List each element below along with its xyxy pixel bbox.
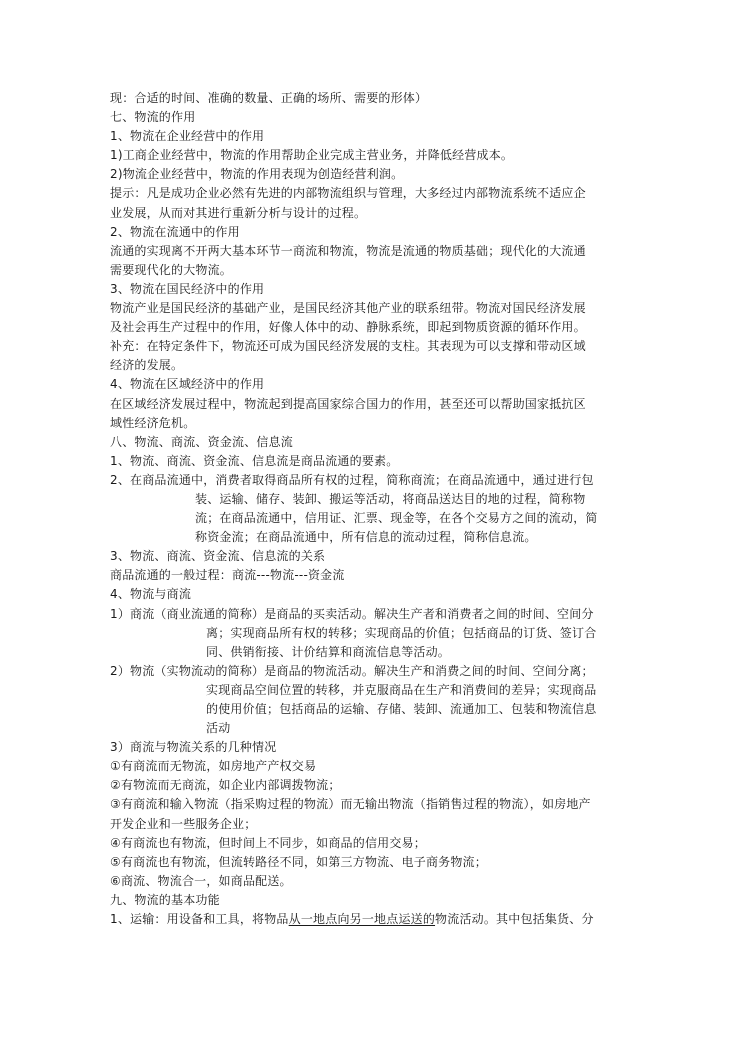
item-continuation: 称资金流；在商品流通中，所有信息的流动过程，简称信息流。 — [195, 530, 537, 545]
subheading: 2、物流在流通中的作用 — [110, 224, 240, 239]
list-item: ①有商流而无物流，如房地产产权交易 — [110, 759, 317, 774]
text-line-transport — [110, 910, 632, 929]
subheading: 4、物流与商流 — [110, 587, 192, 602]
text-line: 商品流通的一般过程：商流---物流---资金流 — [110, 568, 345, 583]
text-line: 经济的发展。 — [110, 358, 184, 373]
text-line: 1)工商企业经营中，物流的作用帮助企业完成主营业务，并降低经营成本。 — [110, 148, 514, 163]
item-continuation: 活动 — [206, 721, 231, 736]
subheading: 3、物流、商流、资金流、信息流的关系 — [110, 549, 326, 564]
item-continuation: 实现商品空间位置的转移，并克服商品在生产和消费间的差异；实现商品 — [206, 682, 597, 697]
text-line: 1、物流、商流、资金流、信息流是商品流通的要素。 — [110, 453, 399, 468]
text-line: 需要现代化的大物流。 — [110, 262, 233, 277]
underlined-text: 从一地点向另一地点运送的 — [288, 912, 436, 927]
item-commercial-flow — [110, 605, 632, 662]
text-line: 开发企业和一些服务企业； — [110, 816, 257, 831]
text-segment: 1、运输：用设备和工具，将物品 — [110, 912, 289, 927]
list-item: ⑤有商流也有物流，但流转路径不同，如第三方物流、电子商务物流； — [110, 854, 487, 869]
list-item: ③有商流和输入物流（指采购过程的物流）而无输出物流（指销售过程的物流），如房地产 — [110, 797, 591, 812]
subheading: 4、物流在区域经济中的作用 — [110, 377, 265, 392]
item-continuation: 的使用价值；包括商品的运输、存储、装卸、流通加工、包装和物流信息 — [206, 702, 597, 716]
text-line: 及社会再生产过程中的作用，好像人体中的动、静脉系统，即起到物质资源的循环作用。 — [110, 320, 586, 335]
text-line: 物流产业是国民经济的基础产业，是国民经济其他产业的联系纽带。物流对国民经济发展 — [110, 301, 586, 316]
subheading: 3、物流在国民经济中的作用 — [110, 281, 265, 296]
text-segment: 物流活动。其中包括集货、分 — [435, 912, 594, 927]
text-line: 业发展，从而对其进行重新分析与设计的过程。 — [110, 205, 367, 220]
item-head: 1）商流（商业流通的简称）是商品的买卖活动。解决生产者和消费者之间的时间、空间分 — [110, 606, 594, 621]
document-body — [110, 89, 632, 929]
text-line: 现：合适的时间、准确的数量、正确的场所、需要的形体） — [110, 91, 428, 105]
list-item: ②有物流而无商流，如企业内部调拨物流； — [110, 778, 341, 793]
item-head: 2）物流（实物流动的简称）是商品的物流活动。解决生产和消费之间的时间、空间分离； — [110, 663, 594, 678]
item-continuation: 离；实现商品所有权的转移；实现商品的价值；包括商品的订货、签订合 — [206, 625, 597, 640]
list-item: ⑥商流、物流合一，如商品配送。 — [110, 873, 292, 888]
text-line: 2)物流企业经营中，物流的作用表现为创造经营利润。 — [110, 167, 404, 182]
item-logistics-flow — [110, 662, 632, 738]
text-line: 提示：凡是成功企业必然有先进的内部物流组织与管理，大多经过内部物流系统不适应企 — [110, 186, 586, 201]
item-continuation: 装、运输、储存、装卸、搬运等活动，将商品送达目的地的过程，简称物 — [195, 491, 586, 506]
section-heading: 八、物流、商流、资金流、信息流 — [110, 434, 294, 449]
item-continuation: 同、供销衔接、计价结算和商流信息等活动。 — [206, 644, 451, 659]
section-heading: 九、物流的基本功能 — [110, 892, 220, 907]
item-continuation: 流；在商品流通中，信用证、汇票、现金等，在各个交易方之间的流动，简 — [195, 511, 598, 526]
item-head: 2、在商品流通中，消费者取得商品所有权的过程，简称商流；在商品流通中，通过进行包 — [110, 472, 594, 487]
text-line: 在区域经济发展过程中，物流起到提高国家综合国力的作用，甚至还可以帮助国家抵抗区 — [110, 396, 586, 411]
item-commerce-flows — [110, 471, 632, 547]
list-item: ④有商流也有物流，但时间上不同步，如商品的信用交易； — [110, 835, 426, 850]
subheading: 3）商流与物流关系的几种情况 — [110, 740, 277, 755]
text-line: 域性经济危机。 — [110, 415, 196, 430]
section-heading: 七、物流的作用 — [110, 110, 196, 125]
text-line: 流通的实现离不开两大基本环节一商流和物流，物流是流通的物质基础；现代化的大流通 — [110, 243, 586, 258]
text-line: 补充：在特定条件下，物流还可成为国民经济发展的支柱。其表现为可以支撑和带动区域 — [110, 339, 586, 354]
subheading: 1、物流在企业经营中的作用 — [110, 129, 265, 144]
